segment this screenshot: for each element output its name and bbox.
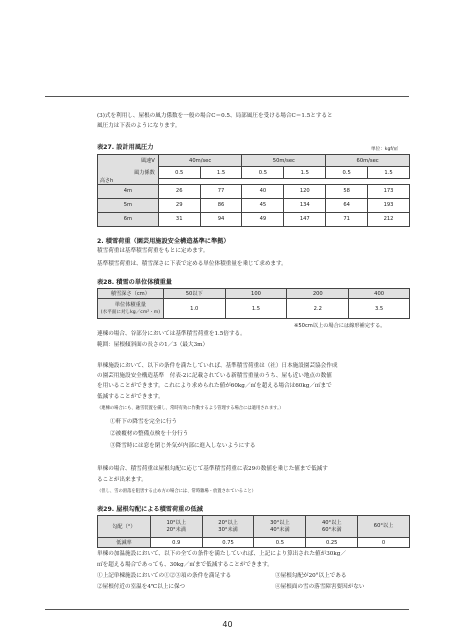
table-row bbox=[98, 184, 410, 198]
condition-item: ③降雪時には窓を閉じ外気が内部に進入しないようにする bbox=[110, 443, 256, 449]
value-cell: 1.0 bbox=[163, 299, 225, 319]
value-cell: 0.25 bbox=[306, 538, 358, 548]
table-row bbox=[98, 538, 410, 548]
table27 bbox=[97, 154, 410, 227]
height-cell: 5m bbox=[98, 198, 159, 212]
section-2-para-2: 基準積雪荷重は、積雪深さに下表で定める単位体積重量を乗じて求めます。 bbox=[97, 261, 287, 267]
value-cell: 193 bbox=[368, 198, 410, 212]
value-cell: 31 bbox=[158, 212, 200, 226]
value-cell: 212 bbox=[368, 212, 410, 226]
slope-header: 40°以上 60°未満 bbox=[306, 516, 358, 538]
roof-para-line-2: ることが出来ます。 bbox=[97, 477, 147, 483]
value-cell: 120 bbox=[284, 184, 326, 198]
value-cell: 0.5 bbox=[254, 538, 306, 548]
corner-speed-label: 風速V bbox=[98, 155, 159, 167]
coef-header: 0.5 bbox=[242, 167, 284, 179]
height-cell: 4m bbox=[98, 184, 159, 198]
single-para-note: （連棟の場合にも、融雪装置を備し、常時有効に作動するよう管理する場合には適用されます。） bbox=[97, 406, 284, 411]
table-row bbox=[98, 212, 410, 226]
value-cell: 0.9 bbox=[150, 538, 202, 548]
footer-rule bbox=[45, 609, 409, 610]
coef-header: 0.5 bbox=[158, 167, 200, 179]
table-row bbox=[98, 299, 410, 319]
coef-header: 1.5 bbox=[368, 167, 410, 179]
single-para-line-1: 単棟施設において、以下の条件を満たしていれば、基準積雪荷重は（社）日本施設園芸協会作成 bbox=[97, 363, 338, 369]
table29-caption: 表29. 屋根勾配による積雪荷重の低減 bbox=[97, 506, 203, 513]
value-cell: 147 bbox=[284, 212, 326, 226]
coef-header: 1.5 bbox=[200, 167, 242, 179]
header-rule bbox=[45, 96, 409, 97]
slope-header: 30°以上 40°未満 bbox=[254, 516, 306, 538]
closing-line-1: 単棟の加温施設において、以下の全ての条件を満たしていれば、上記により算出された値が30kg／ bbox=[97, 551, 346, 557]
roof-para-line-1: 単棟の場合、積雪荷重は屋根勾配に応じて基準積雪荷重に表29の数値を乗じた値まで低減す bbox=[97, 466, 328, 472]
value-cell: 40 bbox=[242, 184, 284, 198]
table-row bbox=[98, 198, 410, 212]
value-cell: 64 bbox=[326, 198, 368, 212]
condition-item: ①軒下の降雪を完全に行う bbox=[110, 419, 178, 425]
corner-coef-label: 風力係数 bbox=[98, 167, 159, 179]
value-cell: 86 bbox=[200, 198, 242, 212]
value-cell: 173 bbox=[368, 184, 410, 198]
coef-header: 1.5 bbox=[284, 167, 326, 179]
coef-header: 0.5 bbox=[326, 167, 368, 179]
closing-condition: ③屋根勾配が20°以上である bbox=[275, 573, 347, 579]
section-2-title: 2. 積雪荷重（園芸用施設安全構造基準に準拠） bbox=[97, 238, 230, 245]
value-cell: 134 bbox=[284, 198, 326, 212]
value-cell: 71 bbox=[326, 212, 368, 226]
condition-item: ②被覆材の整備点検を十分行う bbox=[110, 431, 189, 437]
table27-caption: 表27. 設計用風圧力 bbox=[97, 144, 154, 151]
unit-weight-label-2: (水平面に対しkg／cm²・m) bbox=[100, 309, 161, 315]
value-cell: 0 bbox=[358, 538, 410, 548]
table28-footnote: ※50cm以上の場合には線形補完する。 bbox=[294, 323, 386, 329]
section-2-para-1: 積雪荷重は基準積雪荷重をもとに定めます。 bbox=[97, 248, 209, 254]
unit-weight-label bbox=[98, 299, 164, 319]
value-cell: 26 bbox=[158, 184, 200, 198]
slope-header: 20°以上 30°未満 bbox=[202, 516, 254, 538]
speed-header: 50m/sec bbox=[242, 155, 326, 167]
depth-header: 50以下 bbox=[163, 289, 225, 299]
value-cell: 3.5 bbox=[349, 299, 410, 319]
single-para-line-2: の園芸用施設安全構造基準 付表-2に記載されている新積雪重量のうち、屋も近い地点の数値 bbox=[97, 373, 332, 379]
value-cell: 2.2 bbox=[287, 299, 349, 319]
reduction-label: 低減率 bbox=[98, 538, 151, 548]
single-para-line-4: 低減することができます。 bbox=[97, 394, 164, 400]
depth-header-label: 積雪深さ（cm） bbox=[98, 289, 164, 299]
height-cell: 6m bbox=[98, 212, 159, 226]
value-cell: 1.5 bbox=[225, 299, 287, 319]
speed-header: 40m/sec bbox=[158, 155, 242, 167]
depth-header: 100 bbox=[225, 289, 287, 299]
value-cell: 77 bbox=[200, 184, 242, 198]
value-cell: 49 bbox=[242, 212, 284, 226]
depth-header: 400 bbox=[349, 289, 410, 299]
value-cell: 58 bbox=[326, 184, 368, 198]
unit-weight-label-1: 単位体積重量 bbox=[114, 301, 146, 308]
value-cell: 0.75 bbox=[202, 538, 254, 548]
after28-line-1: 連棟の場合、谷部分においては基準積雪荷重を1.5倍する。 bbox=[97, 331, 246, 337]
closing-line-2: ㎡を超える場合であっても、30kg／㎡まで低減することができます。 bbox=[97, 562, 273, 568]
corner-height-label: 高さh bbox=[98, 179, 159, 185]
speed-header: 60m/sec bbox=[326, 155, 410, 167]
table28 bbox=[97, 288, 410, 319]
depth-header: 200 bbox=[287, 289, 349, 299]
roof-para-note: （但し、雪の滑落を阻害する止め方の場合には、常時雑場・放置されていること） bbox=[97, 489, 256, 494]
page-number: 40 bbox=[222, 620, 233, 629]
slope-header: 60°以上 bbox=[358, 516, 410, 538]
after28-line-2: 範囲：屋根傾斜面の長さの1／3（最大3m） bbox=[97, 342, 209, 348]
closing-condition: ①上記単棟施設においての①②③項の条件を満足する bbox=[97, 573, 232, 579]
single-para-line-3: を用いることができます。これにより求められた値が60kg／㎡を超える場合は60kg／㎡まで bbox=[97, 383, 332, 389]
closing-condition: ②屋根付近の室温を4℃以上に保つ bbox=[97, 584, 186, 590]
table28-caption: 表28. 積雪の単位体積重量 bbox=[97, 279, 172, 286]
slope-header: 10°以上 20°未満 bbox=[150, 516, 202, 538]
slope-header-label: 勾配（°） bbox=[98, 516, 151, 538]
value-cell: 29 bbox=[158, 198, 200, 212]
intro-line-2: 風圧力は下表のようになります。 bbox=[97, 123, 181, 129]
table27-unit: 単位：kgf/㎡ bbox=[371, 147, 399, 152]
closing-condition: ④屋根面の雪の落雪障害要因がない bbox=[275, 584, 365, 590]
value-cell: 94 bbox=[200, 212, 242, 226]
table29 bbox=[97, 515, 410, 548]
value-cell: 45 bbox=[242, 198, 284, 212]
intro-line-1: (3)式を利用し、屋根の風力係数を一般の場合C＝0.5、局部風圧を受ける場合C＝1.5とすると bbox=[97, 113, 333, 119]
